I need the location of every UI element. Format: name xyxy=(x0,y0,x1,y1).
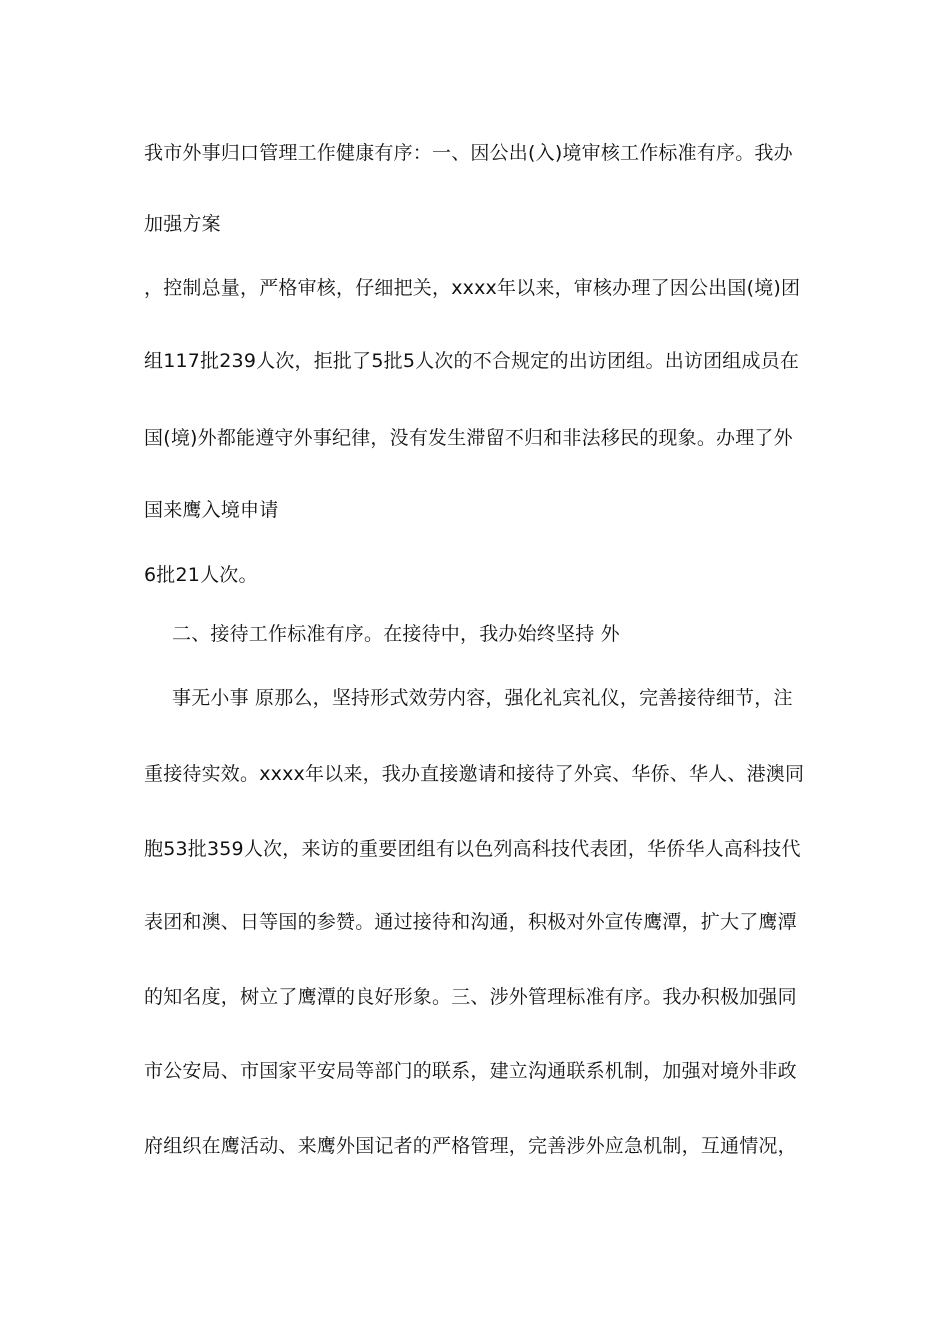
text-line-3: ，控制总量，严格审核，仔细把关，xxxx年以来，审核办理了因公出国(境)团 xyxy=(144,277,801,299)
text-line-1: 我市外事归口管理工作健康有序：一、因公出(入)境审核工作标准有序。我办 xyxy=(144,142,793,164)
text-line-12: 表团和澳、日等国的参赞。通过接待和沟通，积极对外宣传鹰潭，扩大了鹰潭 xyxy=(144,911,797,933)
text-line-14: 市公安局、市国家平安局等部门的联系，建立沟通联系机制，加强对境外非政 xyxy=(144,1060,797,1082)
text-line-15: 府组织在鹰活动、来鹰外国记者的严格管理，完善涉外应急机制，互通情况， xyxy=(144,1135,797,1157)
text-line-9: 事无小事 原那么，坚持形式效劳内容，强化礼宾礼仪，完善接待细节，注 xyxy=(172,687,793,709)
text-line-10: 重接待实效。xxxx年以来，我办直接邀请和接待了外宾、华侨、华人、港澳同 xyxy=(144,763,805,785)
text-line-5: 国(境)外都能遵守外事纪律，没有发生滞留不归和非法移民的现象。办理了外 xyxy=(144,427,793,449)
text-line-6: 国来鹰入境申请 xyxy=(144,499,279,521)
text-line-2: 加强方案 xyxy=(144,213,221,235)
text-line-7: 6批21人次。 xyxy=(144,564,258,586)
text-line-13: 的知名度，树立了鹰潭的良好形象。三、涉外管理标准有序。我办积极加强同 xyxy=(144,986,797,1008)
text-line-4: 组117批239人次，拒批了5批5人次的不合规定的出访团组。出访团组成员在 xyxy=(144,350,800,372)
text-line-8: 二、接待工作标准有序。在接待中，我办始终坚持 外 xyxy=(172,623,620,645)
text-line-11: 胞53批359人次，来访的重要团组有以色列高科技代表团，华侨华人高科技代 xyxy=(144,838,801,860)
